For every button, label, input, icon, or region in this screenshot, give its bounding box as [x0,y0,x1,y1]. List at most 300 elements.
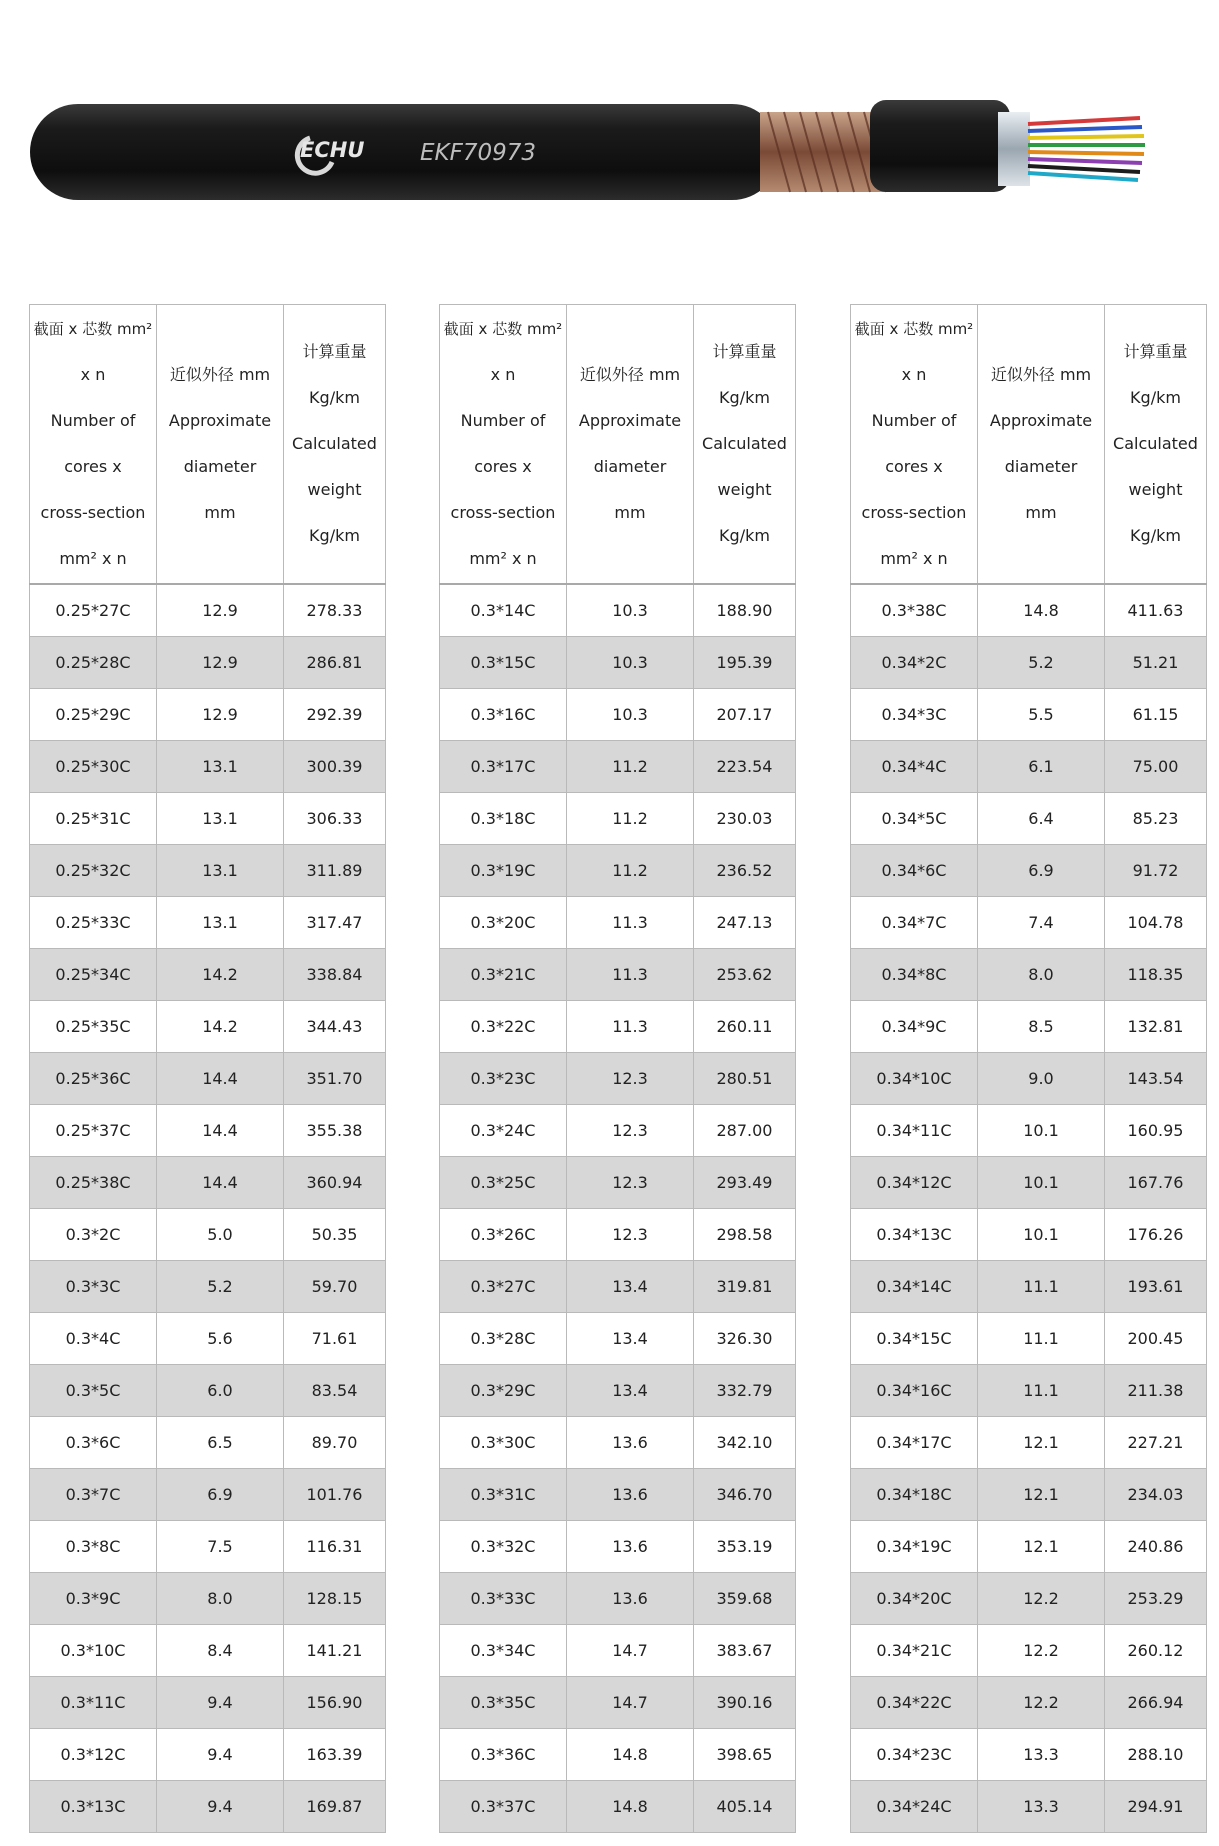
cell-spec: 0.25*33C [30,897,157,949]
cell-spec: 0.3*34C [440,1625,567,1677]
cell-diameter: 14.7 [567,1677,694,1729]
cell-diameter: 10.1 [978,1209,1105,1261]
cell-weight: 280.51 [694,1053,796,1105]
cell-weight: 338.84 [284,949,386,1001]
table-row [851,1573,1207,1625]
cell-weight: 411.63 [1105,584,1207,637]
table-row [851,1053,1207,1105]
cell-weight: 390.16 [694,1677,796,1729]
table-row [30,1521,386,1573]
table-row [30,897,386,949]
cell-spec: 0.25*36C [30,1053,157,1105]
table-row [30,1729,386,1781]
header-line: mm² x n [59,549,127,568]
cell-diameter: 14.4 [157,1105,284,1157]
cell-spec: 0.3*3C [30,1261,157,1313]
cell-diameter: 7.4 [978,897,1105,949]
cell-weight: 195.39 [694,637,796,689]
cell-diameter: 13.4 [567,1365,694,1417]
header-line: Approximate [168,411,272,430]
cell-weight: 306.33 [284,793,386,845]
header-line: 截面 x 芯数 mm² [33,320,153,338]
table-row [30,1417,386,1469]
header-line: Number of [50,411,136,430]
cell-weight: 163.39 [284,1729,386,1781]
cell-diameter: 11.2 [567,793,694,845]
header-line: weight [307,480,362,499]
cell-spec: 0.3*28C [440,1313,567,1365]
cell-spec: 0.3*38C [851,584,978,637]
cell-diameter: 9.4 [157,1677,284,1729]
header-line: diameter [593,457,667,476]
table-row [440,689,796,741]
cell-diameter: 12.3 [567,1105,694,1157]
table-row [851,1313,1207,1365]
cell-weight: 50.35 [284,1209,386,1261]
cell-diameter: 12.1 [978,1417,1105,1469]
cell-diameter: 6.0 [157,1365,284,1417]
cell-weight: 360.94 [284,1157,386,1209]
table-row [440,845,796,897]
cell-spec: 0.25*35C [30,1001,157,1053]
table-row [440,1209,796,1261]
cell-weight: 260.12 [1105,1625,1207,1677]
table-row [30,689,386,741]
header-line: mm² x n [880,549,948,568]
cell-diameter: 13.4 [567,1313,694,1365]
table-body [851,584,1207,1833]
table-row [30,1001,386,1053]
cell-diameter: 13.1 [157,897,284,949]
cell-spec: 0.25*34C [30,949,157,1001]
cell-spec: 0.3*31C [440,1469,567,1521]
table-row [440,1729,796,1781]
cell-diameter: 9.0 [978,1053,1105,1105]
cell-diameter: 12.3 [567,1209,694,1261]
cell-spec: 0.3*27C [440,1261,567,1313]
table-row [851,1521,1207,1573]
cell-weight: 293.49 [694,1157,796,1209]
header-line: Kg/km [1130,388,1181,407]
cell-weight: 278.33 [284,584,386,637]
header-diameter [157,305,284,585]
cell-spec: 0.25*31C [30,793,157,845]
table-row [30,1365,386,1417]
header-line: Kg/km [719,526,770,545]
cell-diameter: 10.1 [978,1157,1105,1209]
cell-spec: 0.3*37C [440,1781,567,1833]
cell-weight: 160.95 [1105,1105,1207,1157]
cell-diameter: 13.6 [567,1469,694,1521]
table-row [851,1001,1207,1053]
header-weight [694,305,796,585]
cell-spec: 0.34*10C [851,1053,978,1105]
cell-diameter: 8.0 [157,1573,284,1625]
cell-spec: 0.34*12C [851,1157,978,1209]
header-line: 近似外径 mm [990,365,1092,384]
table-row [30,793,386,845]
header-diameter [567,305,694,585]
cell-diameter: 11.1 [978,1365,1105,1417]
header-line: cross-section [861,503,967,522]
cell-diameter: 13.1 [157,845,284,897]
cell-weight: 346.70 [694,1469,796,1521]
cell-spec: 0.34*20C [851,1573,978,1625]
cell-weight: 332.79 [694,1365,796,1417]
table-row [851,1365,1207,1417]
table-row [851,637,1207,689]
cell-spec: 0.3*14C [440,584,567,637]
cell-weight: 292.39 [284,689,386,741]
cell-diameter: 12.9 [157,637,284,689]
cell-spec: 0.34*17C [851,1417,978,1469]
cell-spec: 0.25*32C [30,845,157,897]
header-line: diameter [1004,457,1078,476]
table-row [30,1469,386,1521]
table-row [851,1261,1207,1313]
cell-spec: 0.34*16C [851,1365,978,1417]
cell-diameter: 6.5 [157,1417,284,1469]
header-line: mm [614,503,646,522]
cell-spec: 0.3*26C [440,1209,567,1261]
header-line: Kg/km [1130,526,1181,545]
cell-weight: 193.61 [1105,1261,1207,1313]
table-header-row [30,305,386,585]
cell-weight: 294.91 [1105,1781,1207,1833]
header-weight [284,305,386,585]
cell-spec: 0.34*14C [851,1261,978,1313]
cell-spec: 0.3*15C [440,637,567,689]
header-cross-section [851,305,978,585]
cell-diameter: 11.1 [978,1313,1105,1365]
cell-spec: 0.34*9C [851,1001,978,1053]
cell-spec: 0.3*13C [30,1781,157,1833]
table-row [851,897,1207,949]
cell-weight: 234.03 [1105,1469,1207,1521]
cell-diameter: 6.1 [978,741,1105,793]
header-line: Kg/km [309,388,360,407]
cell-diameter: 12.3 [567,1053,694,1105]
table-row [30,1209,386,1261]
table-row [851,689,1207,741]
header-line: 截面 x 芯数 mm² [854,320,974,338]
cell-weight: 85.23 [1105,793,1207,845]
header-line: cross-section [40,503,146,522]
header-weight [1105,305,1207,585]
header-line: mm [204,503,236,522]
table-row [440,1001,796,1053]
cell-weight: 176.26 [1105,1209,1207,1261]
table-row [30,1105,386,1157]
foil-shield [998,112,1030,186]
cell-spec: 0.3*11C [30,1677,157,1729]
table-row [440,793,796,845]
cell-spec: 0.34*24C [851,1781,978,1833]
table-row [440,1677,796,1729]
cell-diameter: 11.2 [567,741,694,793]
spec-table-2 [439,304,796,1833]
cell-diameter: 13.1 [157,793,284,845]
cell-diameter: 9.4 [157,1781,284,1833]
table-row [440,1417,796,1469]
cell-diameter: 5.5 [978,689,1105,741]
cell-weight: 236.52 [694,845,796,897]
cell-diameter: 8.4 [157,1625,284,1677]
cell-weight: 211.38 [1105,1365,1207,1417]
cell-diameter: 14.8 [978,584,1105,637]
cell-weight: 83.54 [284,1365,386,1417]
header-line: 计算重量 [302,342,367,361]
cell-diameter: 6.9 [978,845,1105,897]
header-cross-section [440,305,567,585]
cell-weight: 288.10 [1105,1729,1207,1781]
cell-diameter: 10.3 [567,584,694,637]
cell-weight: 200.45 [1105,1313,1207,1365]
cell-spec: 0.34*23C [851,1729,978,1781]
cell-weight: 227.21 [1105,1417,1207,1469]
cell-spec: 0.34*13C [851,1209,978,1261]
cell-spec: 0.3*32C [440,1521,567,1573]
cell-diameter: 14.4 [157,1053,284,1105]
table-row [440,1573,796,1625]
cell-spec: 0.34*7C [851,897,978,949]
cell-spec: 0.3*5C [30,1365,157,1417]
header-line: 近似外径 mm [169,365,271,384]
cell-diameter: 12.2 [978,1677,1105,1729]
cell-spec: 0.3*17C [440,741,567,793]
cell-diameter: 14.8 [567,1729,694,1781]
cell-weight: 143.54 [1105,1053,1207,1105]
table-row [440,1105,796,1157]
cell-weight: 300.39 [284,741,386,793]
cell-spec: 0.34*6C [851,845,978,897]
spec-table-1 [29,304,386,1833]
header-line: cores x [885,457,943,476]
table-row [30,949,386,1001]
table-row [440,1521,796,1573]
cell-spec: 0.3*8C [30,1521,157,1573]
header-line: Kg/km [309,526,360,545]
cell-spec: 0.34*15C [851,1313,978,1365]
cell-diameter: 5.6 [157,1313,284,1365]
cell-weight: 359.68 [694,1573,796,1625]
table-row [440,741,796,793]
cell-weight: 398.65 [694,1729,796,1781]
table-row [440,1469,796,1521]
cell-diameter: 13.4 [567,1261,694,1313]
cell-diameter: 13.6 [567,1521,694,1573]
cell-weight: 230.03 [694,793,796,845]
cell-diameter: 6.4 [978,793,1105,845]
cell-spec: 0.3*20C [440,897,567,949]
cell-spec: 0.25*30C [30,741,157,793]
header-line: diameter [183,457,257,476]
table-row [851,1677,1207,1729]
table-row [30,637,386,689]
cell-weight: 132.81 [1105,1001,1207,1053]
cell-diameter: 5.0 [157,1209,284,1261]
header-line: x n [490,365,516,384]
cell-diameter: 14.4 [157,1157,284,1209]
cell-spec: 0.3*16C [440,689,567,741]
cell-weight: 61.15 [1105,689,1207,741]
cell-diameter: 12.1 [978,1469,1105,1521]
cell-weight: 260.11 [694,1001,796,1053]
table-row [440,897,796,949]
outer-jacket [30,104,780,200]
cell-diameter: 11.2 [567,845,694,897]
header-line: weight [717,480,772,499]
cable-illustration [0,0,1219,230]
header-line: 计算重量 [1123,342,1188,361]
cell-diameter: 14.2 [157,1001,284,1053]
cell-weight: 298.58 [694,1209,796,1261]
header-line: mm² x n [469,549,537,568]
cell-weight: 351.70 [284,1053,386,1105]
header-line: cores x [64,457,122,476]
table-row [440,637,796,689]
cell-weight: 355.38 [284,1105,386,1157]
table-row [851,1729,1207,1781]
cell-weight: 326.30 [694,1313,796,1365]
table-header-row [440,305,796,585]
cell-spec: 0.3*18C [440,793,567,845]
header-line: mm [1025,503,1057,522]
cell-weight: 59.70 [284,1261,386,1313]
cell-diameter: 10.1 [978,1105,1105,1157]
table-row [851,584,1207,637]
cell-spec: 0.3*4C [30,1313,157,1365]
cell-diameter: 12.9 [157,689,284,741]
cell-spec: 0.3*12C [30,1729,157,1781]
cell-weight: 353.19 [694,1521,796,1573]
table-row [851,845,1207,897]
cell-spec: 0.3*36C [440,1729,567,1781]
table-header-row [851,305,1207,585]
cable-cores [1028,118,1145,180]
cell-weight: 286.81 [284,637,386,689]
cell-diameter: 12.1 [978,1521,1105,1573]
header-line: 截面 x 芯数 mm² [443,320,563,338]
table-row [851,1417,1207,1469]
spec-table-3 [850,304,1207,1833]
cell-weight: 317.47 [284,897,386,949]
cell-weight: 253.62 [694,949,796,1001]
cell-spec: 0.25*37C [30,1105,157,1157]
table-row [851,1469,1207,1521]
brand-text: ECHU [300,138,365,162]
cell-diameter: 11.3 [567,949,694,1001]
cell-spec: 0.3*7C [30,1469,157,1521]
table-body [440,584,796,1833]
table-row [30,1573,386,1625]
cell-weight: 240.86 [1105,1521,1207,1573]
cell-weight: 91.72 [1105,845,1207,897]
cell-spec: 0.3*29C [440,1365,567,1417]
cell-weight: 101.76 [284,1469,386,1521]
table-row [30,1677,386,1729]
table-row [851,1209,1207,1261]
cell-spec: 0.3*24C [440,1105,567,1157]
header-line: cross-section [450,503,556,522]
cell-diameter: 13.6 [567,1417,694,1469]
cell-weight: 223.54 [694,741,796,793]
cell-spec: 0.34*8C [851,949,978,1001]
cell-weight: 311.89 [284,845,386,897]
cell-diameter: 7.5 [157,1521,284,1573]
header-line: Calculated [1113,434,1198,453]
cell-diameter: 10.3 [567,637,694,689]
cell-spec: 0.34*3C [851,689,978,741]
cell-diameter: 8.5 [978,1001,1105,1053]
cell-weight: 247.13 [694,897,796,949]
table-row [30,1781,386,1833]
cell-spec: 0.34*11C [851,1105,978,1157]
cell-spec: 0.3*35C [440,1677,567,1729]
cell-spec: 0.3*33C [440,1573,567,1625]
table-row [440,1781,796,1833]
cell-diameter: 13.1 [157,741,284,793]
header-line: Approximate [989,411,1093,430]
cell-diameter: 8.0 [978,949,1105,1001]
table-row [30,1261,386,1313]
cell-spec: 0.34*19C [851,1521,978,1573]
cell-diameter: 12.2 [978,1573,1105,1625]
table-row [440,1157,796,1209]
header-line: 近似外径 mm [579,365,681,384]
cell-spec: 0.3*10C [30,1625,157,1677]
cell-spec: 0.25*28C [30,637,157,689]
cell-spec: 0.34*2C [851,637,978,689]
cell-spec: 0.3*19C [440,845,567,897]
header-line: Approximate [578,411,682,430]
cell-weight: 169.87 [284,1781,386,1833]
table-row [30,1157,386,1209]
cell-weight: 71.61 [284,1313,386,1365]
header-line: Calculated [292,434,377,453]
header-line: weight [1128,480,1183,499]
cell-diameter: 14.7 [567,1625,694,1677]
cell-weight: 207.17 [694,689,796,741]
cell-weight: 75.00 [1105,741,1207,793]
cell-diameter: 6.9 [157,1469,284,1521]
cell-spec: 0.34*18C [851,1469,978,1521]
table-row [851,741,1207,793]
cell-diameter: 14.2 [157,949,284,1001]
cell-spec: 0.3*2C [30,1209,157,1261]
cell-spec: 0.25*27C [30,584,157,637]
cell-weight: 141.21 [284,1625,386,1677]
cell-diameter: 13.6 [567,1573,694,1625]
table-row [851,949,1207,1001]
cell-spec: 0.25*29C [30,689,157,741]
cell-diameter: 14.8 [567,1781,694,1833]
cable-drawing [0,0,1219,230]
table-row [440,584,796,637]
cell-spec: 0.3*23C [440,1053,567,1105]
cell-weight: 383.67 [694,1625,796,1677]
cell-weight: 104.78 [1105,897,1207,949]
cell-diameter: 5.2 [978,637,1105,689]
header-line: x n [80,365,106,384]
table-row [30,584,386,637]
cell-spec: 0.3*21C [440,949,567,1001]
table-row [30,845,386,897]
cell-diameter: 5.2 [157,1261,284,1313]
inner-jacket [870,100,1010,192]
cell-spec: 0.34*4C [851,741,978,793]
cell-weight: 167.76 [1105,1157,1207,1209]
